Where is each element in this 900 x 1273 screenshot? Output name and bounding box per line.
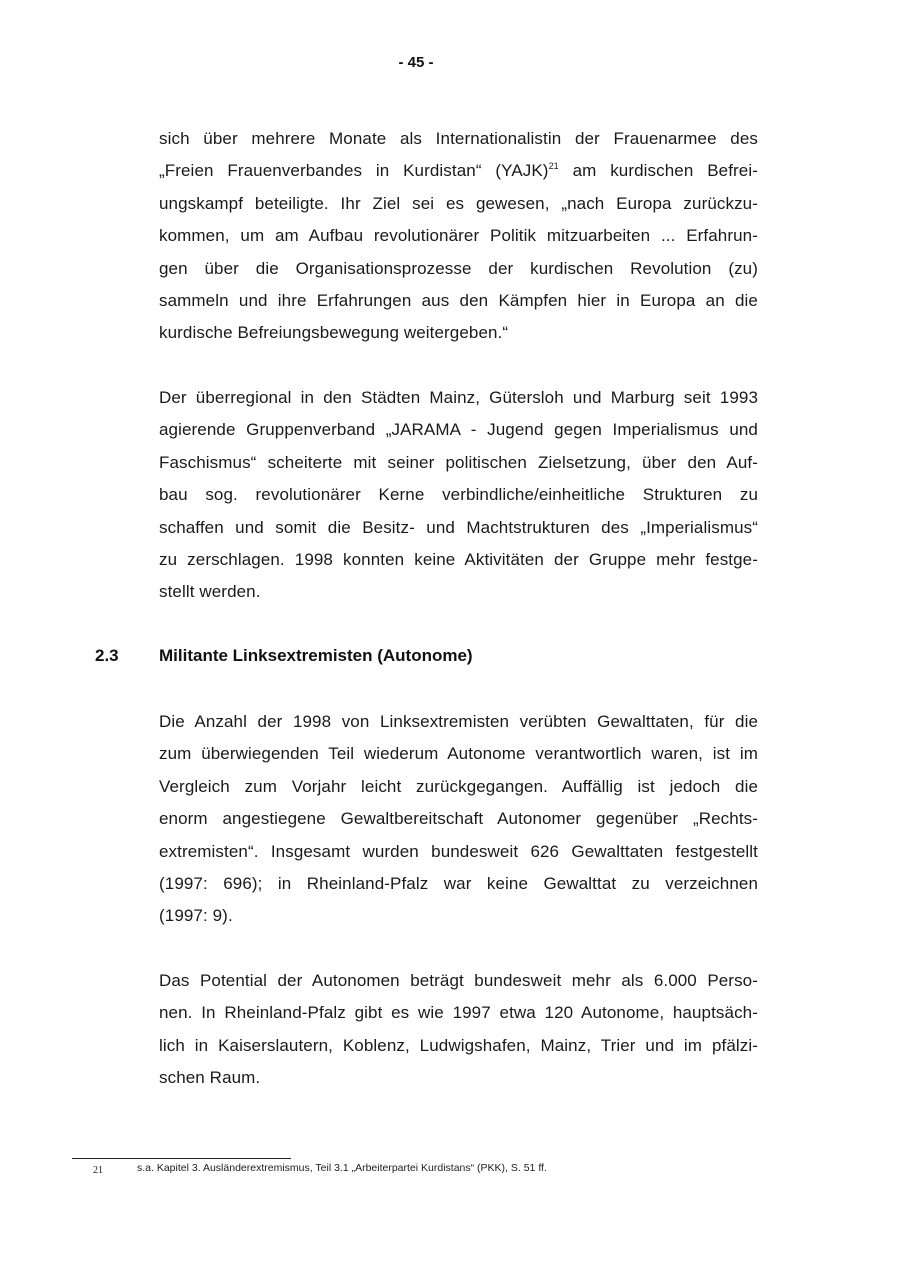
paragraph-potential xyxy=(159,965,758,1095)
paragraph-jarama xyxy=(159,382,758,609)
text-line: extremisten“. Insgesamt wurden bundesweit 626 Gewalttaten festgestellt xyxy=(159,841,758,861)
paragraph-gewalttaten xyxy=(159,706,758,933)
text-line: lich in Kaiserslautern, Koblenz, Ludwigshafen, Mainz, Trier und im pfälzi- xyxy=(159,1035,758,1055)
text-line: Faschismus“ scheiterte mit seiner politischen Zielsetzung, über den Auf- xyxy=(159,452,758,472)
footnote-reference[interactable]: 21 xyxy=(548,161,559,172)
footnote-number: 21 xyxy=(93,1165,103,1176)
text-line: nen. In Rheinland-Pfalz gibt es wie 1997 etwa 120 Autonome, hauptsäch- xyxy=(159,1003,758,1023)
text-fragment: „Freien Frauenverbandes in Kurdistan“ (YAJK) xyxy=(159,161,549,181)
text-line: schen Raum. xyxy=(159,1068,261,1088)
section-number: 2.3 xyxy=(95,646,119,665)
text-line: Vergleich zum Vorjahr leicht zurückgegangen. Auffällig ist jedoch die xyxy=(159,776,758,796)
text-fragment: am kurdischen Befrei- xyxy=(558,161,758,181)
text-line: kommen, um am Aufbau revolutionärer Politik mitzuarbeiten ... Erfahrun- xyxy=(159,226,758,246)
paragraph-yajk xyxy=(159,123,758,350)
section-title: Militante Linksextremisten (Autonome) xyxy=(159,646,473,665)
text-line: agierende Gruppenverband „JARAMA - Jugend gegen Imperialismus und xyxy=(159,420,758,440)
text-line: gen über die Organisationsprozesse der kurdischen Revolution (zu) xyxy=(159,258,758,278)
text-line: schaffen und somit die Besitz- und Machtstrukturen des „Imperialismus“ xyxy=(159,517,758,537)
text-line: Die Anzahl der 1998 von Linksextremisten verübten Gewalttaten, für die xyxy=(159,712,758,731)
text-line: kurdische Befreiungsbewegung weitergeben.“ xyxy=(159,323,509,343)
text-line: zum überwiegenden Teil wiederum Autonome verantwortlich waren, ist im xyxy=(159,744,758,764)
text-line: sich über mehrere Monate als Internationalistin der Frauenarmee des xyxy=(159,129,758,148)
text-line: Das Potential der Autonomen beträgt bundesweit mehr als 6.000 Perso- xyxy=(159,971,758,990)
text-line: bau sog. revolutionärer Kerne verbindliche/einheitliche Strukturen zu xyxy=(159,485,758,505)
text-line: Der überregional in den Städten Mainz, Gütersloh und Marburg seit 1993 xyxy=(159,388,758,407)
text-line: zu zerschlagen. 1998 konnten keine Aktivitäten der Gruppe mehr festge- xyxy=(159,549,758,569)
footnote-text: s.a. Kapitel 3. Ausländerextremismus, Teil 3.1 „Arbeiterpartei Kurdistans“ (PKK), S. 51 ff. xyxy=(137,1162,547,1174)
text-line-with-footnote xyxy=(159,155,758,187)
footnote-separator xyxy=(72,1158,291,1159)
text-line: stellt werden. xyxy=(159,582,261,602)
page-number: - 45 - xyxy=(398,54,434,71)
text-line: sammeln und ihre Erfahrungen aus den Kämpfen hier in Europa an die xyxy=(159,290,758,310)
text-line: (1997: 9). xyxy=(159,906,233,926)
text-line: ungskampf beteiligte. Ihr Ziel sei es gewesen, „nach Europa zurückzu- xyxy=(159,193,758,213)
text-line: (1997: 696); in Rheinland-Pfalz war keine Gewalttat zu verzeichnen xyxy=(159,873,758,893)
text-line: enorm angestiegene Gewaltbereitschaft Autonomer gegenüber „Rechts- xyxy=(159,809,758,829)
